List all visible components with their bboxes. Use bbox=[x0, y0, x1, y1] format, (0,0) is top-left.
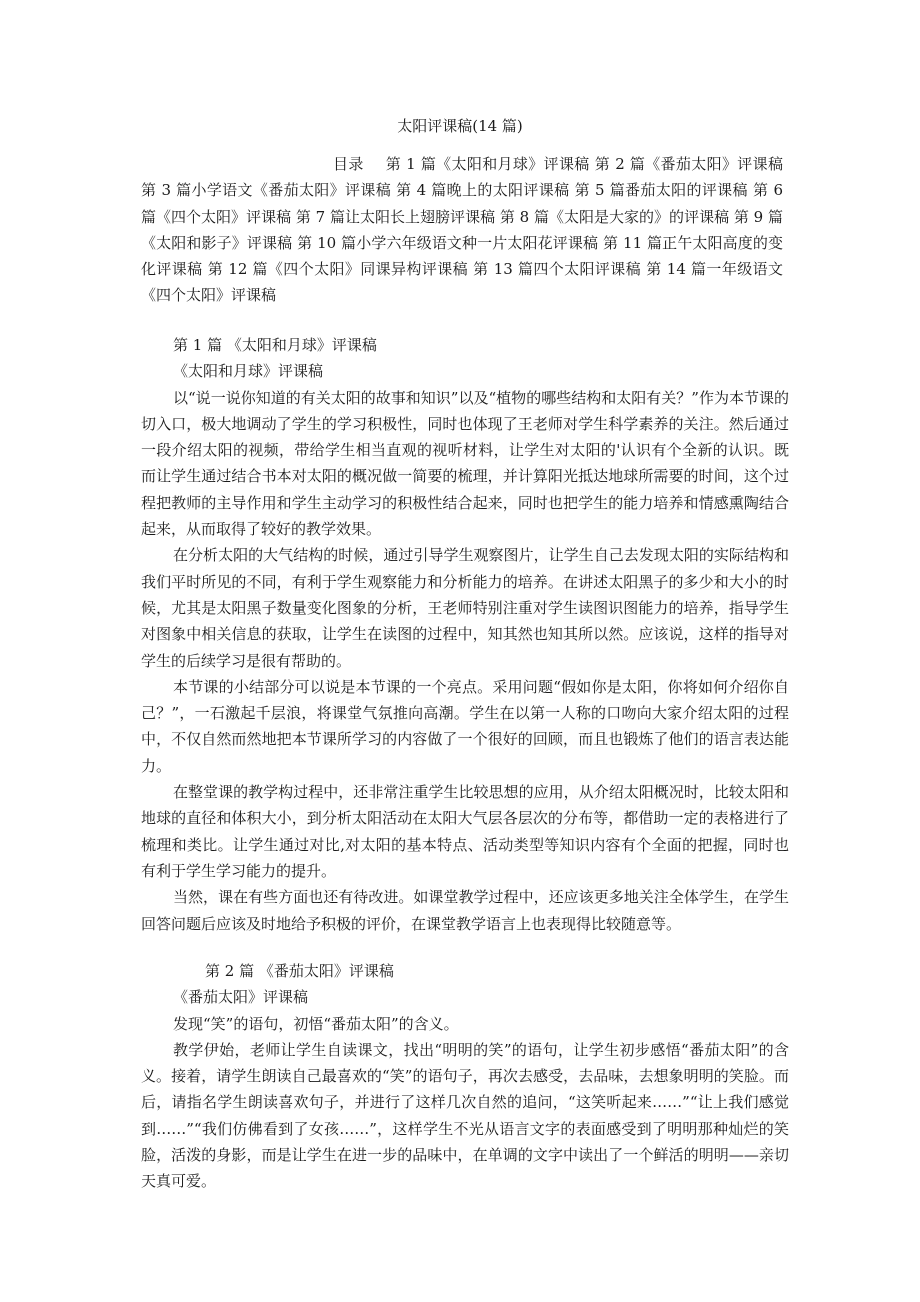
section-heading: 第 2 篇 《番茄太阳》评课稿 bbox=[205, 962, 394, 980]
section-heading: 第 1 篇 《太阳和月球》评课稿 bbox=[173, 336, 377, 354]
paragraph: 本节课的小结部分可以说是本节课的一个亮点。采用问题“假如你是太阳，你将如何介绍你自己？”，一石激起千层浪，将课堂气氛推向高潮。学生在以第一人称的口吻向大家介绍太阳的过程中，不仅自然而然地把本节课所学习的内容做了一个很好的回顾，而且也锻炼了他们的语言表达能力。 bbox=[141, 677, 789, 775]
paragraph: 发现“笑”的语句，初悟“番茄太阳”的含义。 bbox=[173, 1014, 459, 1033]
paragraph: 当然，课在有些方面也还有待改进。如课堂教学过程中，还应该更多地关注全体学生，在学生回答问题后应该及时地给予积极的评价，在课堂教学语言上也表现得比较随意等。 bbox=[141, 888, 789, 933]
section-subheading: 《太阳和月球》评课稿 bbox=[173, 362, 324, 381]
table-of-contents bbox=[141, 151, 783, 309]
section-1 bbox=[141, 332, 789, 937]
paragraph: 教学伊始，老师让学生自读课文，找出“明明的笑”的语句，让学生初步感悟“番茄太阳”的含义。接着，请学生朗读自己最喜欢的“笑”的语句子，再次去感受，去品味，去想象明明的笑脸。而后，请指名学生朗读喜欢句子，并进行了这样几次自然的追问，“这笑听起来……”“让上我们感觉到……”“我们仿佛看到了女孩……”，这样学生不光从语言文字的表面感受到了明明那种灿烂的笑脸，活泼的身影，而是让学生在进一步的品味中，在单调的文字中读出了一个鲜活的明明——亲切天真可爱。 bbox=[141, 1040, 789, 1191]
section-2 bbox=[141, 958, 789, 1195]
toc-label: 目录 bbox=[333, 155, 364, 173]
paragraph: 在分析太阳的大气结构的时候，通过引导学生观察图片，让学生自己去发现太阳的实际结构和我们平时所见的不同，有利于学生观察能力和分析能力的培养。在讲述太阳黑子的多少和大小的时候，尤其是太阳黑子数量变化图象的分析，王老师特别注重对学生读图识图能力的培养，指导学生对图象中相关信息的获取，让学生在读图的过程中，知其然也知其所以然。应该说，这样的指导对学生的后续学习是很有帮助的。 bbox=[141, 546, 789, 670]
section-subheading: 《番茄太阳》评课稿 bbox=[173, 988, 309, 1007]
paragraph: 在整堂课的教学构过程中，还非常注重学生比较思想的应用，从介绍太阳概况时，比较太阳和地球的直径和体积大小，到分析太阳活动在太阳大气层各层次的分布等，都借助一定的表格进行了梳理和类比。让学生通过对比,对太阳的基本特点、活动类型等知识内容有个全面的把握，同时也有利于学生学习能力的提升。 bbox=[141, 783, 789, 880]
paragraph: 以“说一说你知道的有关太阳的故事和知识”以及“植物的哪些结构和太阳有关？”作为本节课的切入口，极大地调动了学生的学习积极性，同时也体现了王老师对学生科学素养的关注。然后通过一段介绍太阳的视频，带给学生相当直观的视听材料，让学生对太阳的'认识有个全新的认识。既而让学生通过结合书本对太阳的概况做一简要的梳理，并计算阳光抵达地球所需要的时间，这个过程把教师的主导作用和学生主动学习的积极性结合起来，同时也把学生的能力培养和情感熏陶结合起来，从而取得了较好的教学效果。 bbox=[141, 388, 789, 539]
document-title: 太阳评课稿(14 篇) bbox=[397, 117, 523, 135]
toc-entries: 第 1 篇《太阳和月球》评课稿 第 2 篇《番茄太阳》评课稿 第 3 篇小学语文《番茄太阳》评课稿 第 4 篇晚上的太阳评课稿 第 5 篇番茄太阳的评课稿 第 6 篇《四个太阳》评课稿 第 7 篇让太阳长上翅膀评课稿 第 8 篇《太阳是大家的》的评课稿 第 9 篇《太阳和影子》评课稿 第 10 篇小学六年级语文种一片太阳花评课稿 第 11 篇正午太阳高度的变化评课稿 第 12 篇《四个太阳》同课异构评课稿 第 13 篇四个太阳评课稿 第 14 篇一年级语文《四个太阳》评课稿 bbox=[141, 155, 783, 305]
